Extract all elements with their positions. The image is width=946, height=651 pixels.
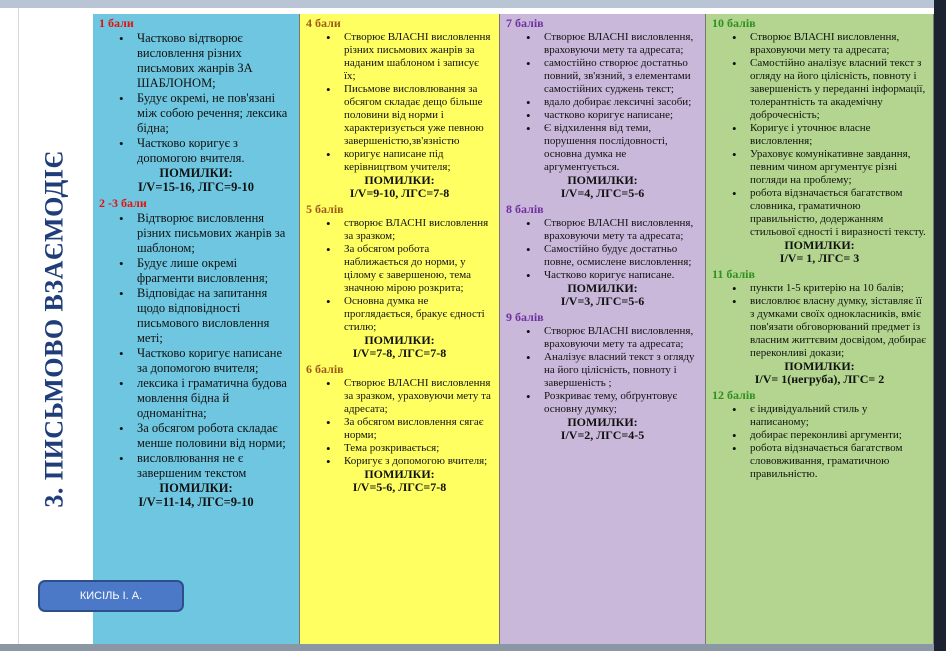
list-item: • За обсягом робота наближається до норми, у цілому є завершеною, тема значною мірою розкрита; bbox=[344, 243, 493, 295]
errors-value: І/V=2, ЛГС=4-5 bbox=[560, 428, 645, 442]
list-item: • пункти 1-5 критерію на 10 балів; bbox=[750, 282, 927, 295]
list-item: • Ураховує комунікативне завдання, певним чином аргументує різні погляди на проблему; bbox=[750, 148, 927, 187]
list-item: • робота відзначається багатством слововживання, граматичною правильністю. bbox=[750, 442, 927, 481]
errors-label: ПОМИЛКИ: bbox=[784, 359, 855, 373]
level-heading-4: 4 бали bbox=[306, 16, 341, 30]
list-item: • Будує окремі, не пов'язані між собою речення; лексика бідна; bbox=[137, 91, 293, 136]
errors-value: І/V= 1(негруба), ЛГС= 2 bbox=[754, 372, 885, 386]
list-item: • вдало добирає лексичні засоби; bbox=[544, 96, 699, 109]
list-item: • добирає переконливі аргументи; bbox=[750, 429, 927, 442]
list-item: • Створює ВЛАСНІ висловлення, враховуючи мету та адресата; bbox=[544, 31, 699, 57]
criteria-list-4 bbox=[306, 31, 493, 174]
list-item: • самостійно створює достатньо повний, зв'язний, з елементами самостійних суджень текст; bbox=[544, 57, 699, 96]
list-item: • Коригує з допомогою вчителя; bbox=[344, 455, 493, 468]
list-item: • Частково коригує з допомогою вчителя. bbox=[137, 136, 293, 166]
level-column-1-3 bbox=[93, 14, 300, 644]
errors-value: І/V=15-16, ЛГС=9-10 bbox=[137, 180, 255, 194]
window-top-bar bbox=[0, 0, 946, 8]
level-heading-1: 1 бали bbox=[99, 16, 134, 30]
list-item: • є індивідуальний стиль у написаному; bbox=[750, 403, 927, 429]
list-item: • Частково відтворює висловлення різних письмових жанрів ЗА ШАБЛОНОМ; bbox=[137, 31, 293, 91]
list-item: • Розкриває тему, обґрунтовує основну думку; bbox=[544, 390, 699, 416]
level-heading-8: 8 балів bbox=[506, 202, 544, 216]
errors-value: І/V=7-8, ЛГС=7-8 bbox=[352, 346, 447, 360]
list-item: • За обсягом висловлення сягає норми; bbox=[344, 416, 493, 442]
level-heading-12: 12 балів bbox=[712, 388, 756, 402]
errors-label: ПОМИЛКИ: bbox=[364, 173, 435, 187]
window-bottom-bar bbox=[0, 644, 934, 651]
errors-value: І/V=5-6, ЛГС=7-8 bbox=[352, 480, 447, 494]
level-heading-9: 9 балів bbox=[506, 310, 544, 324]
list-item: • створює ВЛАСНІ висловлення за зразком; bbox=[344, 217, 493, 243]
list-item: • Створює ВЛАСНІ висловлення, враховуючи мету та адресата; bbox=[544, 217, 699, 243]
errors-label: ПОМИЛКИ: bbox=[567, 281, 638, 295]
errors-label: ПОМИЛКИ: bbox=[567, 173, 638, 187]
list-item: • Відтворює висловлення різних письмових жанрів за шаблоном; bbox=[137, 211, 293, 256]
criteria-list-12 bbox=[712, 403, 927, 481]
level-column-7-9 bbox=[500, 14, 706, 644]
errors-label: ПОМИЛКИ: bbox=[784, 238, 855, 252]
list-item: • Самостійно будує достатньо повне, осмислене висловлення; bbox=[544, 243, 699, 269]
errors-value: І/V=3, ЛГС=5-6 bbox=[560, 294, 645, 308]
slide-title-area bbox=[18, 14, 92, 644]
criteria-list-5 bbox=[306, 217, 493, 334]
errors-label: ПОМИЛКИ: bbox=[159, 166, 233, 180]
criteria-list-11 bbox=[712, 282, 927, 360]
level-column-4-6 bbox=[300, 14, 500, 644]
level-column-10-12 bbox=[706, 14, 934, 644]
criteria-list-2-3 bbox=[99, 211, 293, 481]
list-item: • Будує лише окремі фрагменти висловлення; bbox=[137, 256, 293, 286]
errors-label: ПОМИЛКИ: bbox=[567, 415, 638, 429]
errors-label: ПОМИЛКИ: bbox=[159, 481, 233, 495]
list-item: • Аналізує власний текст з огляду на його цілісність, повноту і завершеність ; bbox=[544, 351, 699, 390]
criteria-list-10 bbox=[712, 31, 927, 239]
list-item: • Тема розкривається; bbox=[344, 442, 493, 455]
list-item: • Частково коригує написане за допомогою вчителя; bbox=[137, 346, 293, 376]
list-item: • Самостійно аналізує власний текст з огляду на його цілісність, повноту і завершеність у переданні інформації, толерантність та академічну доброчесність; bbox=[750, 57, 927, 122]
criteria-list-6 bbox=[306, 377, 493, 468]
list-item: • Відповідає на запитання щодо відповідності письмового висловлення меті; bbox=[137, 286, 293, 346]
criteria-list-7 bbox=[506, 31, 699, 174]
level-heading-5: 5 балів bbox=[306, 202, 344, 216]
errors-value: І/V=4, ЛГС=5-6 bbox=[560, 186, 645, 200]
list-item: • Коригує і уточнює власне висловлення; bbox=[750, 122, 927, 148]
errors-label: ПОМИЛКИ: bbox=[364, 333, 435, 347]
errors-value: І/V= 1, ЛГС= 3 bbox=[779, 251, 860, 265]
list-item: • лексика і граматична будова мовлення бідна й одноманітна; bbox=[137, 376, 293, 421]
criteria-list-9 bbox=[506, 325, 699, 416]
list-item: • За обсягом робота складає менше половини від норми; bbox=[137, 421, 293, 451]
list-item: • Основна думка не проглядається, бракує єдності стилю; bbox=[344, 295, 493, 334]
list-item: • частково коригує написане; bbox=[544, 109, 699, 122]
list-item: • Є відхилення від теми, порушення послідовності, основна думка не аргументується. bbox=[544, 122, 699, 174]
list-item: • Створює ВЛАСНІ висловлення за зразком, ураховуючи мету та адресата; bbox=[344, 377, 493, 416]
list-item: • Створює ВЛАСНІ висловлення, враховуючи мету та адресата; bbox=[750, 31, 927, 57]
list-item: • коригує написане під керівництвом учителя; bbox=[344, 148, 493, 174]
list-item: • висловлює власну думку, зіставляє її з думками своїх однокласників, вміє пов'язати обговорюваний предмет із власним життєвим досвідом, добирає переконливі докази; bbox=[750, 295, 927, 360]
window-left-edge bbox=[0, 8, 19, 648]
window-right-edge bbox=[934, 0, 946, 651]
list-item: • Письмове висловлювання за обсягом складає дещо більше половини від норми і характеризується уже певною завершеністю,зв'язністю bbox=[344, 83, 493, 148]
level-heading-6: 6 балів bbox=[306, 362, 344, 376]
level-heading-2-3: 2 -3 бали bbox=[99, 196, 147, 210]
slide-title: 3. ПИСЬМОВО ВЗАЄМОДІЄ bbox=[40, 150, 70, 508]
list-item: • Створює ВЛАСНІ висловлення різних письмових жанрів за наданим шаблоном і записує їх; bbox=[344, 31, 493, 83]
list-item: • висловлювання не є завершеним текстом bbox=[137, 451, 293, 481]
errors-value: І/V=9-10, ЛГС=7-8 bbox=[349, 186, 450, 200]
criteria-list-8 bbox=[506, 217, 699, 282]
author-button[interactable]: КИСІЛЬ І. А. bbox=[38, 580, 184, 612]
level-heading-7: 7 балів bbox=[506, 16, 544, 30]
list-item: • Створює ВЛАСНІ висловлення, враховуючи мету та адресата; bbox=[544, 325, 699, 351]
level-heading-11: 11 балів bbox=[712, 267, 755, 281]
list-item: • Частково коригує написане. bbox=[544, 269, 699, 282]
errors-value: І/V=11-14, ЛГС=9-10 bbox=[138, 495, 254, 509]
list-item: • робота відзначається багатством словника, граматичною правильністю, додержанням стильової єдності і виразності тексту. bbox=[750, 187, 927, 239]
errors-label: ПОМИЛКИ: bbox=[364, 467, 435, 481]
level-heading-10: 10 балів bbox=[712, 16, 756, 30]
criteria-list-1 bbox=[99, 31, 293, 166]
